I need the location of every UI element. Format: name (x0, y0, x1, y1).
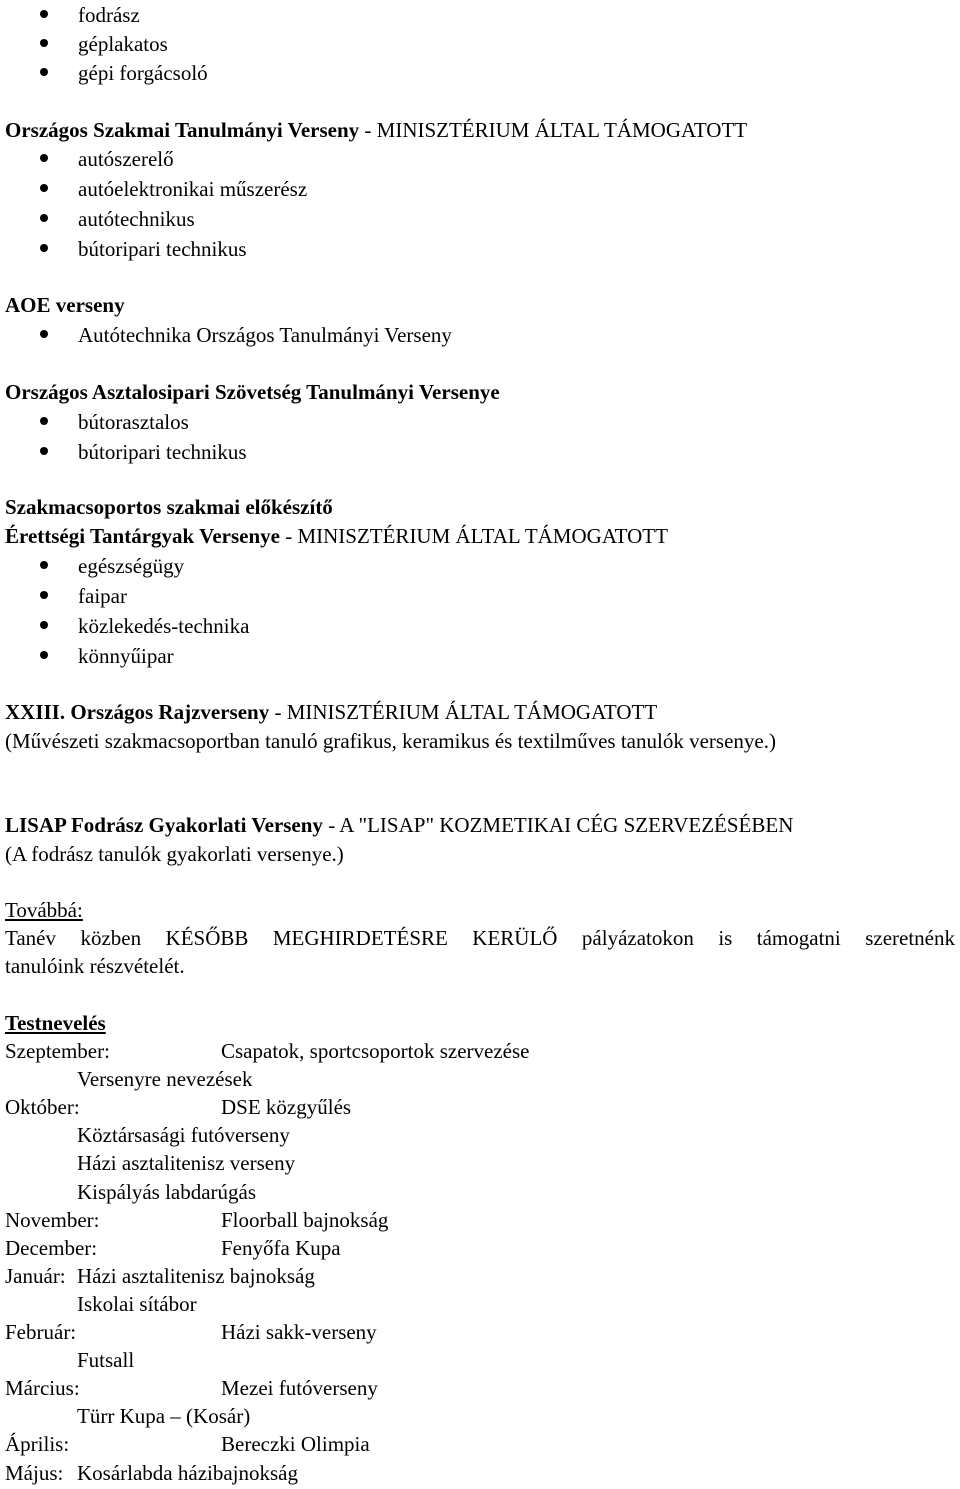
schedule-row (0, 1064, 960, 1092)
rajz-note: (Művészeti szakmacsoportban tanuló grafikus, keramikus és textilműves tanulók versenye.) (5, 729, 776, 753)
schedule-row (0, 1233, 960, 1261)
schedule-month-label: Január: (5, 1264, 66, 1288)
section-heading-osztv: Országos Szakmai Tanulmányi Verseny - MINISZTÉRIUM ÁLTAL TÁMOGATOTT (5, 118, 748, 142)
schedule-row (0, 1458, 960, 1486)
bullet-icon (40, 621, 48, 629)
section-heading-erettsegi-line2: Érettségi Tantárgyak Versenye - MINISZTÉRIUM ÁLTAL TÁMOGATOTT (5, 524, 668, 548)
schedule-row (0, 1345, 960, 1373)
schedule-event: Köztársasági futóverseny (77, 1123, 290, 1147)
schedule-row (0, 1205, 960, 1233)
schedule-event: Kosárlabda házibajnokság (77, 1461, 299, 1485)
bullet-icon (40, 244, 48, 252)
schedule-event: Kispályás labdarúgás (77, 1180, 257, 1204)
schedule-event: Türr Kupa – (Kosár) (77, 1404, 251, 1428)
bullet-icon (40, 184, 48, 192)
schedule-month-label: Október: (5, 1095, 80, 1119)
schedule-event: Fenyőfa Kupa (221, 1236, 341, 1260)
schedule-row (0, 1373, 960, 1401)
schedule-event: Bereczki Olimpia (221, 1432, 370, 1456)
bullet-icon (40, 591, 48, 599)
schedule-row (0, 1317, 960, 1345)
schedule-month-label: Április: (5, 1432, 70, 1456)
schedule-event: Csapatok, sportcsoportok szervezése (221, 1039, 530, 1063)
schedule-row (0, 1261, 960, 1289)
lisap-note: (A fodrász tanulók gyakorlati versenye.) (5, 842, 344, 866)
bullet-icon (40, 330, 48, 338)
schedule-row (0, 1036, 960, 1064)
schedule-month-label: November: (5, 1208, 100, 1232)
section-heading-aoe: AOE verseny (5, 293, 125, 317)
section-heading-lisap: LISAP Fodrász Gyakorlati Verseny - A "LISAP" KOZMETIKAI CÉG SZERVEZÉSÉBEN (5, 813, 794, 837)
schedule-event: Mezei futóverseny (221, 1376, 378, 1400)
section-heading-erettsegi: Szakmacsoportos szakmai előkészítő (5, 495, 333, 519)
section-heading-testneveles: Testnevelés (5, 1011, 106, 1035)
section-heading-rajz: XXIII. Országos Rajzverseny - MINISZTÉRIUM ÁLTAL TÁMOGATOTT (5, 700, 658, 724)
schedule-month-label: Május: (5, 1461, 64, 1485)
bullet-icon (40, 417, 48, 425)
schedule-month-label: December: (5, 1236, 98, 1260)
schedule-row (0, 1148, 960, 1176)
schedule-event: Floorball bajnokság (221, 1208, 389, 1232)
schedule-row (0, 1177, 960, 1205)
bullet-icon (40, 561, 48, 569)
bullet-icon (40, 447, 48, 455)
schedule-row (0, 1429, 960, 1457)
schedule-event: DSE közgyűlés (221, 1095, 352, 1119)
schedule-row (0, 1092, 960, 1120)
schedule-row (0, 1289, 960, 1317)
bullet-icon (40, 651, 48, 659)
schedule-month-label: Szeptember: (5, 1039, 110, 1063)
schedule-month-label: Március: (5, 1376, 80, 1400)
schedule-event: Versenyre nevezések (77, 1067, 253, 1091)
section-heading-asztalos: Országos Asztalosipari Szövetség Tanulmányi Versenye (5, 380, 500, 404)
bullet-icon (40, 68, 48, 76)
tovabba-label: Továbbá: (5, 898, 83, 922)
schedule-row (0, 1401, 960, 1429)
schedule-event: Házi asztalitenisz bajnokság (77, 1264, 315, 1288)
tovabba-paragraph-line2: tanulóink részvételét. (5, 954, 185, 978)
bullet-icon (40, 10, 48, 18)
bullet-icon (40, 39, 48, 47)
schedule-event: Házi asztalitenisz verseny (77, 1151, 296, 1175)
schedule-month-label: Február: (5, 1320, 77, 1344)
schedule-event: Futsall (77, 1348, 135, 1372)
schedule-event: Házi sakk-verseny (221, 1320, 377, 1344)
bullet-icon (40, 154, 48, 162)
schedule-event: Iskolai sítábor (77, 1292, 197, 1316)
tovabba-paragraph-line1: Tanév közben KÉSŐBB MEGHIRDETÉSRE KERÜLŐ pályázatokon is támogatni szeretnénk (5, 926, 955, 950)
bullet-icon (40, 214, 48, 222)
schedule-row (0, 1120, 960, 1148)
